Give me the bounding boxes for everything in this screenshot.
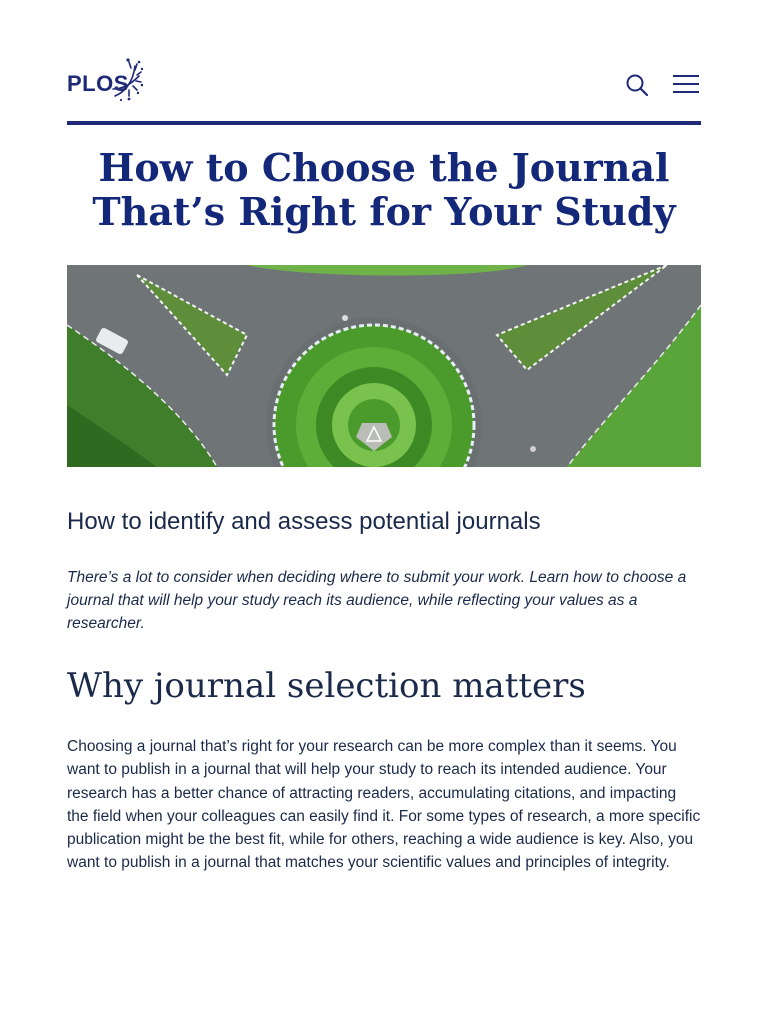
section-heading: Why journal selection matters (67, 666, 586, 706)
logo-text: PLOS (67, 71, 129, 96)
hero-image (67, 265, 701, 467)
article-title: How to Choose the Journal That’s Right for Your Study (92, 145, 676, 234)
roundabout-aerial-photo (67, 265, 701, 467)
search-button[interactable] (625, 73, 651, 99)
hamburger-menu-icon (673, 73, 701, 95)
article-subtitle: How to identify and assess potential journals (67, 508, 541, 535)
site-header (67, 56, 701, 112)
menu-button[interactable] (673, 73, 701, 95)
header-divider (67, 121, 701, 125)
logo-starburst-icon (111, 56, 143, 108)
section-body: Choosing a journal that’s right for your research can be more complex than it seems. You want to publish in a journal that will help your study to reach its intended audience. Your research has a better chance of attracting readers, accumulating citations, and impacting the field when your colleagues can easily find it. For some types of research, a more specific publication might be the best fit, while for others, reaching a wide audience is key. Also, you want to publish in a journal that matches your scientific values and principles of integrity. (67, 738, 701, 872)
search-icon (625, 73, 651, 99)
article-intro: There’s a lot to consider when deciding where to submit your work. Learn how to choose a journal that will help your study reach its audience, while reflecting your values as a researcher. (67, 569, 687, 632)
